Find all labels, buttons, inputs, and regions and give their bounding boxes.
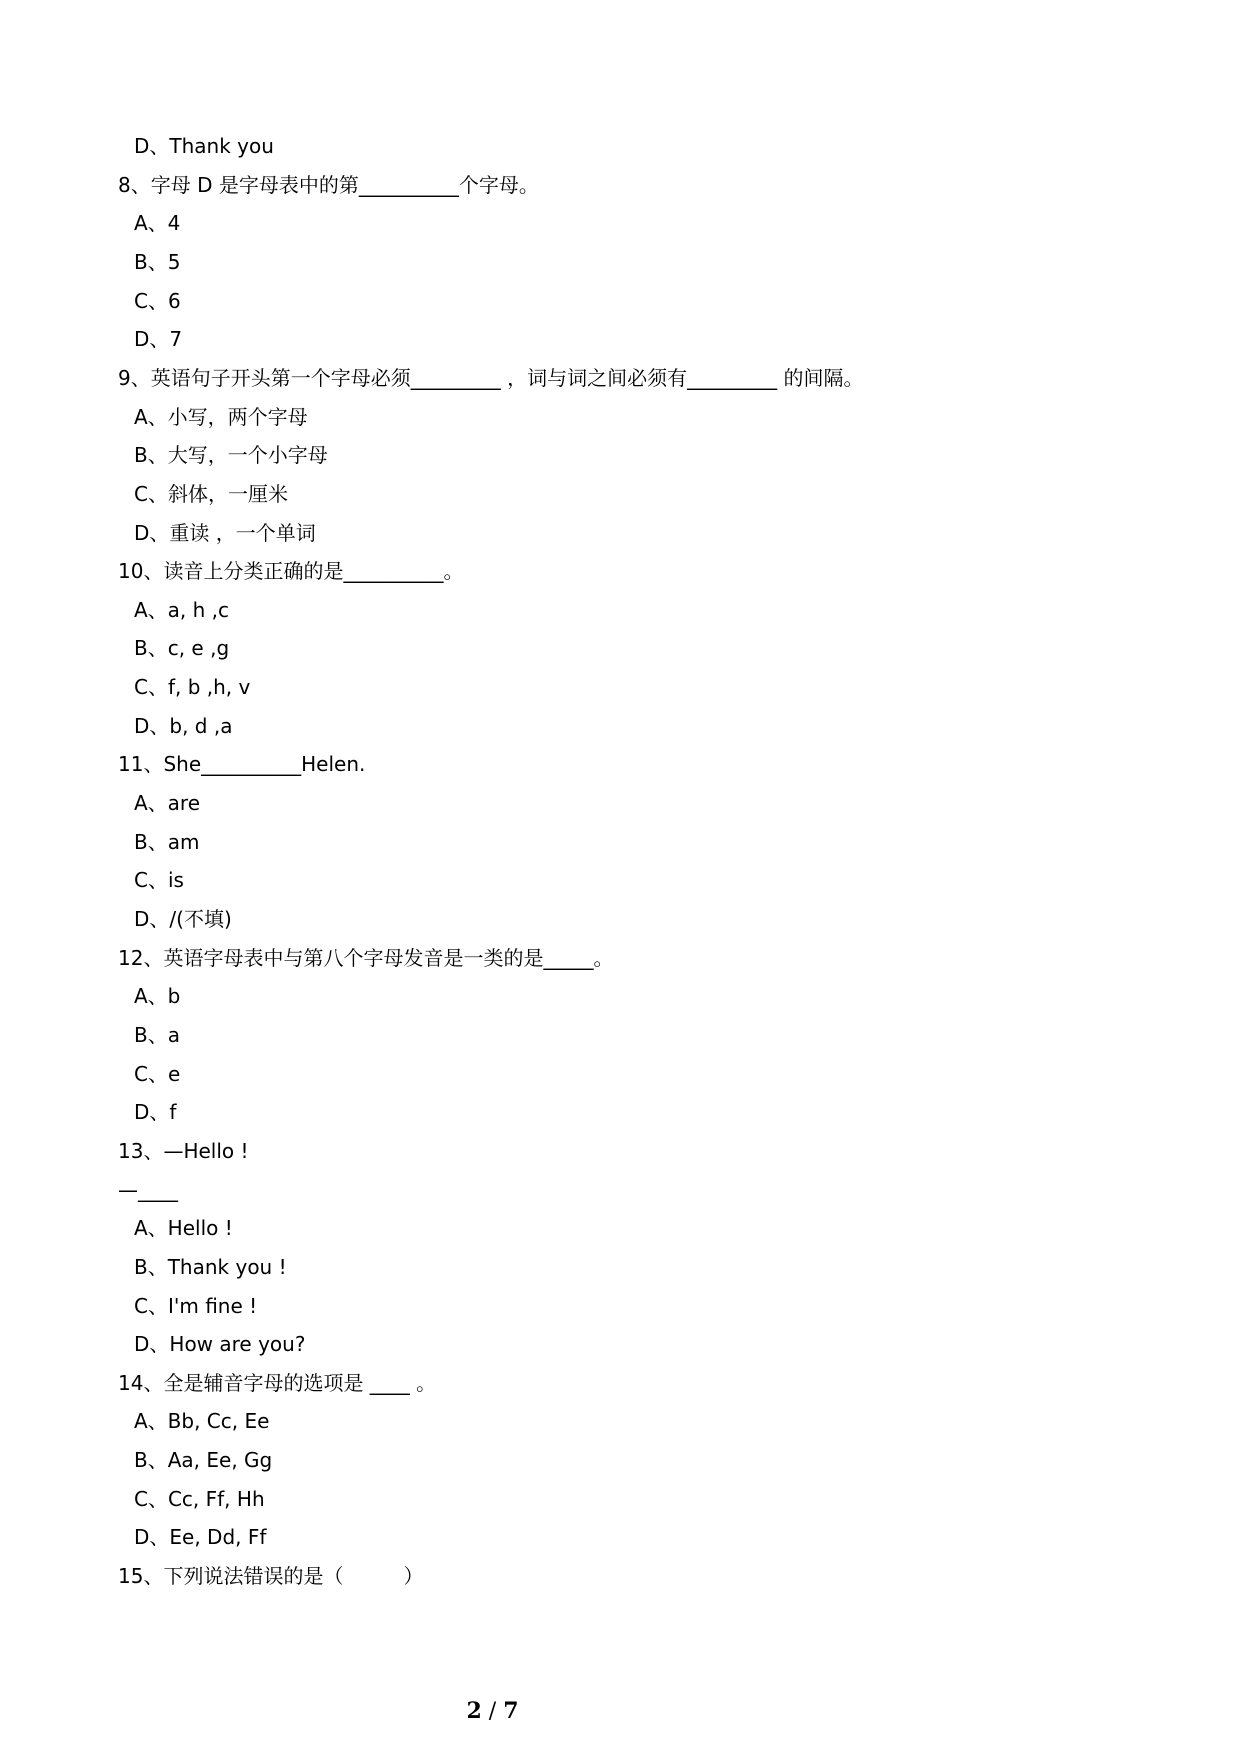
page-separator: / [488,1699,497,1724]
page-number [0,1697,985,1726]
answer-option: A、Hello ! [134,1216,233,1240]
question-text: 8、字母 D 是字母表中的第__________个字母。 [118,173,539,197]
answer-option: C、I'm fine ! [134,1294,258,1318]
answer-option: A、a, h ,c [134,598,230,622]
answer-option: D、/(不填) [134,907,232,931]
question-text: 14、全是辅音字母的选项是 ____ 。 [118,1371,437,1395]
answer-option: D、Ee, Dd, Ff [134,1525,267,1549]
answer-option: B、Thank you ! [134,1255,287,1279]
answer-option: B、大写，一个小字母 [134,443,328,467]
total-pages: 7 [503,1698,519,1724]
question-text: —____ [118,1178,178,1202]
answer-option: B、5 [134,250,181,274]
answer-option: A、b [134,984,181,1008]
question-text: 13、—Hello ! [118,1139,249,1163]
answer-option: C、Cc, Ff, Hh [134,1487,265,1511]
answer-option: B、Aa, Ee, Gg [134,1448,273,1472]
question-text: 11、She__________Helen. [118,752,366,776]
answer-option: A、小写，两个字母 [134,405,308,429]
answer-option: A、Bb, Cc, Ee [134,1409,270,1433]
answer-option: A、are [134,791,201,815]
answer-option: D、7 [134,327,183,351]
answer-option: C、is [134,868,184,892]
answer-option: B、c, e ,g [134,636,230,660]
answer-option: A、4 [134,211,181,235]
answer-option: D、Thank you [134,134,274,158]
answer-option: D、f [134,1100,177,1124]
question-text: 15、下列说法错误的是（ ） [118,1564,424,1588]
answer-option: B、am [134,830,200,854]
answer-option: C、6 [134,289,181,313]
answer-option: D、b, d ,a [134,714,233,738]
question-text: 9、英语句子开头第一个字母必须_________ ，词与词之间必须有_________ 的间隔。 [118,366,864,390]
answer-option: C、e [134,1062,181,1086]
answer-option: D、How are you? [134,1332,306,1356]
answer-option: C、f, b ,h, v [134,675,251,699]
answer-option: B、a [134,1023,180,1047]
answer-option: C、斜体，一厘米 [134,482,288,506]
question-text: 12、英语字母表中与第八个字母发音是一类的是_____。 [118,946,614,970]
answer-option: D、重读 ，一个单词 [134,521,316,545]
question-text: 10、读音上分类正确的是__________。 [118,559,464,583]
current-page: 2 [466,1698,482,1724]
